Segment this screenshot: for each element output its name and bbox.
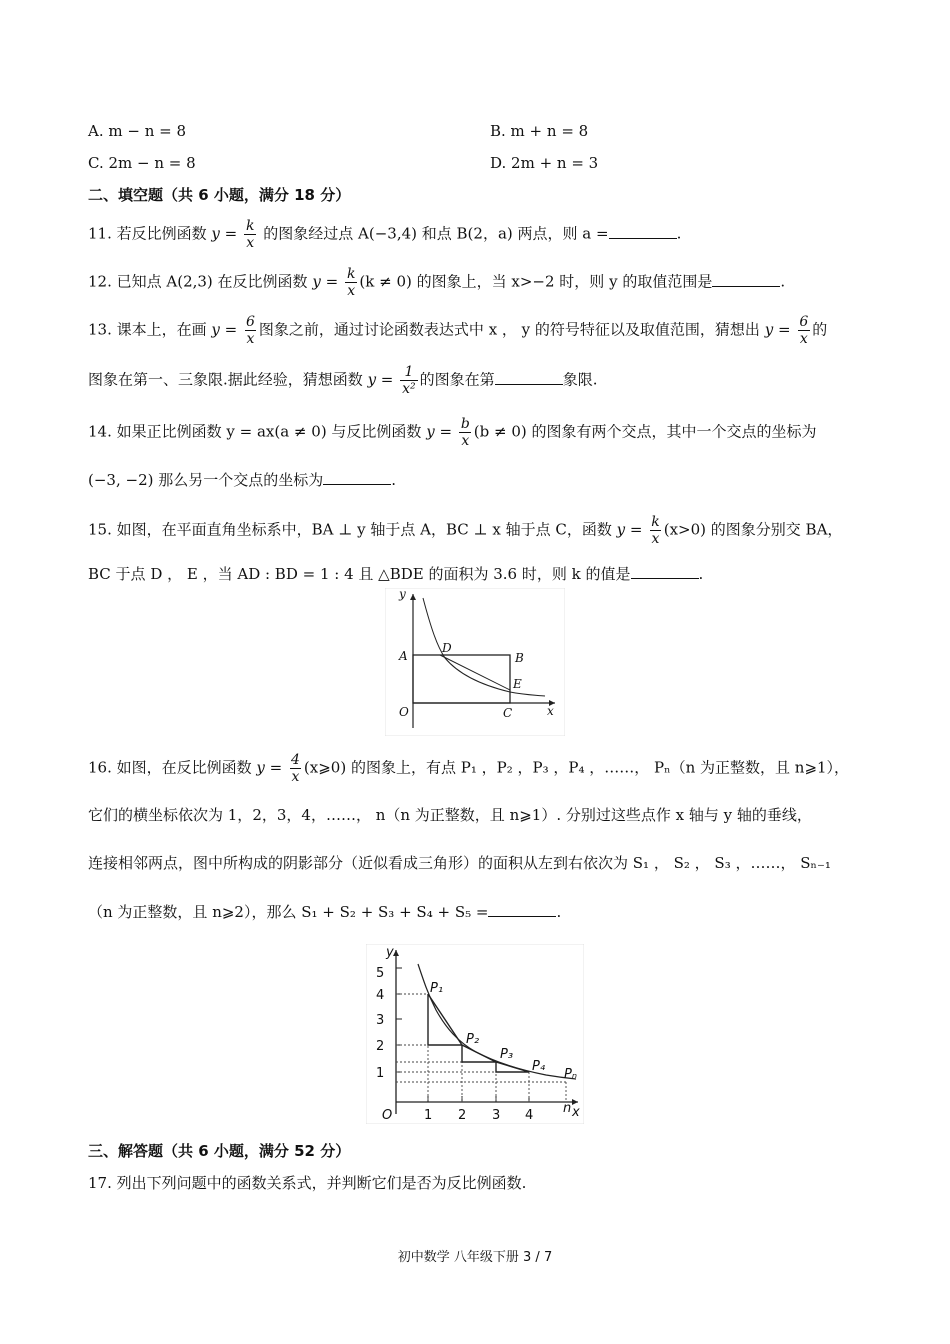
option-a: A. m − n = 8 (88, 122, 187, 140)
fig15-label-a: A (399, 649, 408, 663)
fig16-ytick-5: 5 (376, 966, 385, 981)
section3-title: 三、解答题（共 6 小题，满分 52 分） (88, 1142, 351, 1160)
fig16-p3: P₃ (500, 1047, 514, 1062)
q11-end: . (676, 224, 682, 243)
q14-fraction: $\frac{b}{x}$ (460, 416, 470, 450)
question-15-line1 (88, 514, 842, 547)
q16-fraction: $\frac{4}{x}$ (291, 752, 300, 786)
fig16-ytick-4: 4 (376, 988, 385, 1003)
option-b: B. m + n = 8 (490, 122, 589, 140)
q13-line2-mid: 的图象在第 (419, 370, 495, 389)
fig16-xtick-n: n (563, 1101, 572, 1116)
q14-y-eq: y = (426, 422, 453, 441)
q15-answer-blank[interactable] (631, 564, 699, 579)
figure-16 (366, 944, 584, 1124)
q12-fraction: $\frac{k}{x}$ (346, 266, 356, 300)
fig16-ytick-2: 2 (376, 1039, 385, 1054)
fig16-xtick-3: 3 (492, 1108, 501, 1123)
question-16-line2: 它们的横坐标依次为 1，2，3，4，……， n（n 为正整数，且 n⩾1）. 分别过这些点作 x 轴与 y 轴的垂线， (88, 806, 812, 824)
fig16-ytick-1: 1 (376, 1066, 385, 1081)
q14-mid: (b ≠ 0) 的图象有两个交点，其中一个交点的坐标为 (473, 422, 817, 441)
question-16-line3: 连接相邻两点，图中所构成的阴影部分（近似看成三角形）的面积从左到右依次为 S₁ ， S₂ ， S₃ ，……， Sₙ₋₁ (88, 854, 831, 872)
q11-pre: 11. 若反比例函数 (88, 224, 207, 243)
q13-mid: 图象之前，通过讨论函数表达式中 x ， y 的符号特征以及取值范围，猜想出 (258, 320, 760, 339)
q11-answer-blank[interactable] (609, 224, 677, 239)
q16-line4: （n 为正整数，且 n⩾2），那么 S₁ + S₂ + S₃ + S₄ + S₅ = (88, 903, 489, 921)
figure-15 (385, 588, 565, 736)
q13-y-eq-2: y = (764, 320, 791, 339)
q14-line2: (−3, −2) 那么另一个交点的坐标为 (88, 471, 324, 489)
q12-mid: (k ≠ 0) 的图象上，当 x>−2 时，则 y 的取值范围是 (359, 272, 713, 291)
question-13-line1 (88, 314, 827, 347)
fig15-label-x: x (547, 704, 554, 718)
fig15-label-e: E (513, 677, 522, 691)
q11-mid: 的图象经过点 A(−3,4) 和点 B(2，a) 两点，则 a = (263, 224, 609, 243)
fig16-xtick-4: 4 (525, 1108, 534, 1123)
q14-end: . (391, 471, 397, 489)
q13-fraction-c: $\frac{1}{\text{x²}}$ (402, 364, 416, 398)
q12-y-eq: y = (312, 272, 339, 291)
q16-end: . (556, 903, 562, 921)
q13-fraction-b: $\frac{6}{x}$ (799, 314, 809, 348)
fig16-ytick-3: 3 (376, 1013, 385, 1028)
option-d: D. 2m + n = 3 (490, 154, 599, 172)
question-17: 17. 列出下列问题中的函数关系式，并判断它们是否为反比例函数. (88, 1174, 527, 1192)
page-footer: 初中数学 八年级下册 3 / 7 (397, 1250, 553, 1265)
q16-y-eq: y = (256, 758, 283, 777)
q16-answer-blank[interactable] (488, 902, 556, 917)
question-15-line2 (88, 564, 703, 583)
fig15-label-b: B (515, 651, 524, 665)
q14-answer-blank[interactable] (323, 470, 391, 485)
fig16-origin: O (382, 1108, 393, 1123)
question-14-line1 (88, 416, 817, 449)
q16-pre: 16. 如图，在反比例函数 (88, 758, 252, 777)
q13-y-eq-3: y = (367, 370, 394, 389)
q13-line2-pre: 图象在第一、三象限.据此经验，猜想函数 (88, 370, 363, 389)
question-16-line1 (88, 752, 849, 785)
fig16-pn: Pₙ (564, 1067, 578, 1082)
q14-pre: 14. 如果正比例函数 y = ax(a ≠ 0) 与反比例函数 (88, 422, 422, 441)
fig15-label-y: y (399, 588, 406, 601)
q11-y-eq: y = (211, 224, 238, 243)
question-12 (88, 266, 785, 299)
fig16-p4: P₄ (532, 1059, 546, 1074)
fig16-p1: P₁ (430, 981, 444, 996)
q13-line2-end: 象限. (562, 370, 598, 389)
fig16-x-label: x (572, 1105, 580, 1120)
fig16-xtick-1: 1 (424, 1108, 433, 1123)
q12-answer-blank[interactable] (712, 272, 780, 287)
q15-line2: BC 于点 D ， E ，当 AD : BD = 1 : 4 且 △BDE 的面积为 3.6 时，则 k 的值是 (88, 565, 631, 583)
question-16-line4 (88, 902, 561, 921)
q15-end: . (698, 565, 704, 583)
fig16-xtick-2: 2 (458, 1108, 467, 1123)
q15-fraction: $\frac{k}{x}$ (651, 514, 660, 548)
question-14-line2 (88, 470, 396, 489)
section2-title: 二、填空题（共 6 小题，满分 18 分） (88, 186, 351, 204)
q12-pre: 12. 已知点 A(2,3) 在反比例函数 (88, 272, 308, 291)
q13-end: 的 (812, 320, 828, 339)
q16-mid: (x⩾0) 的图象上，有点 P₁ ，P₂ ，P₃ ，P₄ ，……， Pₙ（n 为正整数，且 n⩾1）， (303, 758, 850, 777)
fig15-label-d: D (442, 641, 452, 655)
fig16-y-label: y (386, 945, 394, 960)
question-13-line2 (88, 364, 597, 397)
fig15-label-c: C (503, 706, 513, 720)
q15-y-eq: y = (616, 520, 643, 539)
q12-end: . (780, 272, 786, 291)
q15-pre: 15. 如图，在平面直角坐标系中，BA ⊥ y 轴于点 A，BC ⊥ x 轴于点 C，函数 (88, 520, 612, 539)
q13-answer-blank[interactable] (495, 370, 563, 385)
fig16-p2: P₂ (466, 1032, 480, 1047)
q13-pre: 13. 课本上，在画 (88, 320, 207, 339)
fig15-label-o: O (399, 705, 409, 719)
question-11 (88, 218, 681, 251)
q13-y-eq: y = (211, 320, 238, 339)
q15-mid: (x>0) 的图象分别交 BA， (663, 520, 843, 539)
option-c: C. 2m − n = 8 (88, 154, 196, 172)
q13-fraction-a: $\frac{6}{x}$ (246, 314, 255, 348)
q11-fraction: $\frac{k}{x}$ (246, 218, 255, 252)
